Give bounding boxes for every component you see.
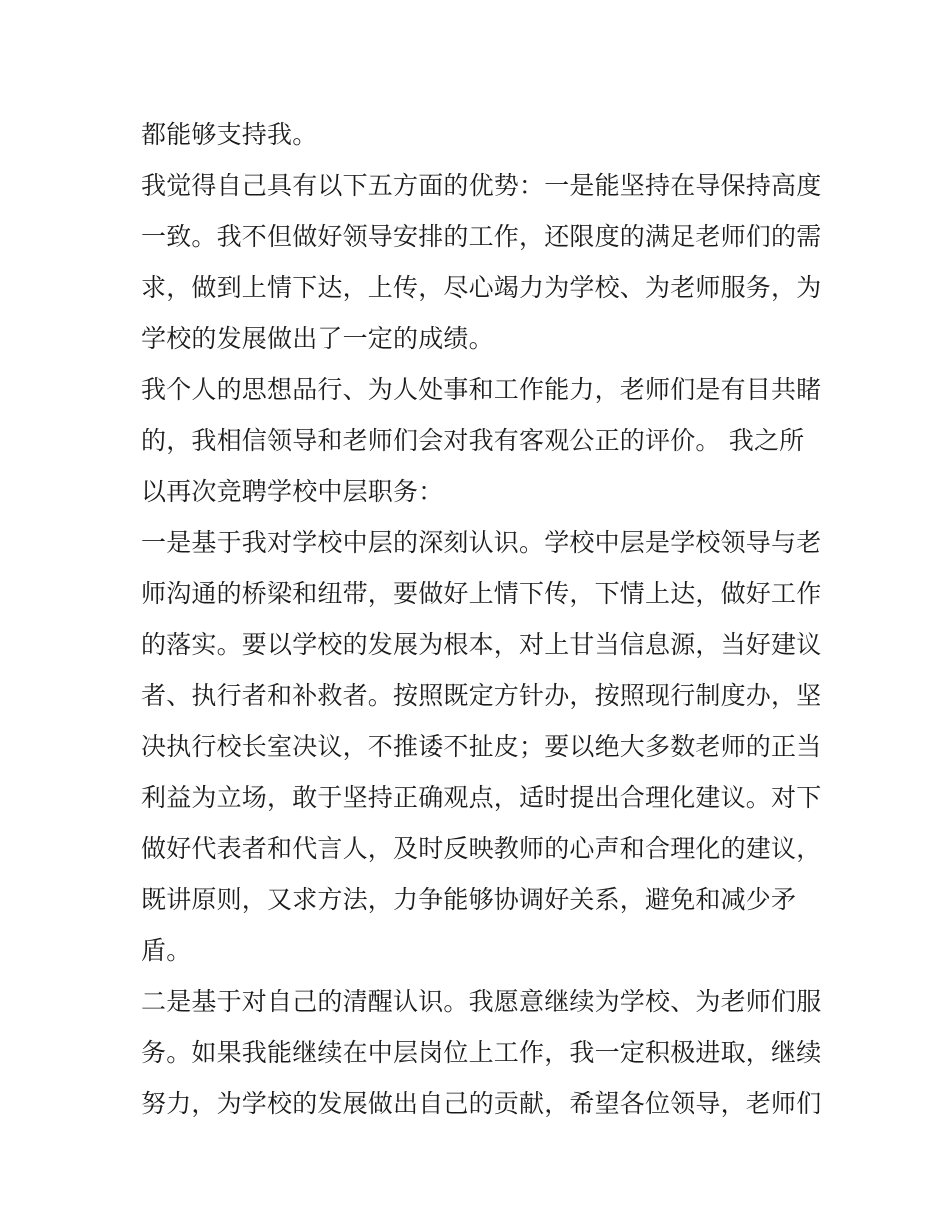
- text-line: 师沟通的桥梁和纽带，要做好上情下传，下情上达，做好工作: [141, 579, 822, 608]
- text-line: 决执行校长室决议，不推诿不扯皮；要以绝大多数老师的正当: [141, 732, 822, 761]
- text-line: 的落实。要以学校的发展为根本，对上甘当信息源，当好建议: [141, 630, 822, 659]
- text-line: 我个人的思想品行、为人处事和工作能力，老师们是有目共睹: [141, 375, 822, 404]
- text-line: 务。如果我能继续在中层岗位上工作，我一定积极进取，继续: [141, 1038, 822, 1067]
- text-line: 做好代表者和代言人，及时反映教师的心声和合理化的建议，: [141, 834, 822, 863]
- text-line: 以再次竞聘学校中层职务：: [141, 477, 444, 506]
- body-text: [141, 109, 821, 1129]
- text-line: 利益为立场，敢于坚持正确观点，适时提出合理化建议。对下: [141, 783, 822, 812]
- text-line: 努力，为学校的发展做出自己的贡献，希望各位领导，老师们: [141, 1089, 822, 1118]
- text-line: 一致。我不但做好领导安排的工作，还限度的满足老师们的需: [141, 222, 822, 251]
- text-line: 求，做到上情下达，上传，尽心竭力为学校、为老师服务，为: [141, 273, 822, 302]
- text-line: 者、执行者和补救者。按照既定方针办，按照现行制度办，坚: [141, 681, 822, 710]
- text-line: 既讲原则，又求方法，力争能够协调好关系，避免和减少矛: [141, 885, 797, 914]
- text-line: 盾。: [141, 936, 192, 965]
- text-line: 都能够支持我。: [141, 120, 318, 149]
- text-line: 学校的发展做出了一定的成绩。: [141, 324, 494, 353]
- text-line: 一是基于我对学校中层的深刻认识。学校中层是学校领导与老: [141, 528, 822, 557]
- text-line: 我觉得自己具有以下五方面的优势：一是能坚持在导保持高度: [141, 171, 822, 200]
- text-line: 的，我相信领导和老师们会对我有客观公正的评价。 我之所: [141, 426, 805, 455]
- text-line: 二是基于对自己的清醒认识。我愿意继续为学校、为老师们服: [141, 987, 822, 1016]
